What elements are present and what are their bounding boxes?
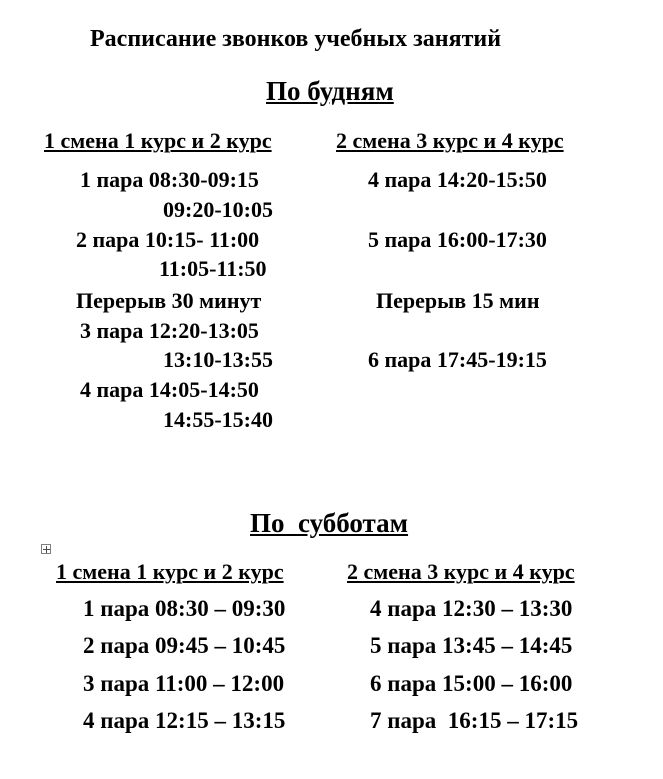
schedule-row: 3 пара 12:20-13:05 xyxy=(80,318,259,343)
weekdays-col2-header: 2 смена 3 курс и 4 курс xyxy=(336,128,564,153)
break-row: Перерыв 30 минут xyxy=(76,288,262,313)
schedule-row: 6 пара 17:45-19:15 xyxy=(368,347,547,372)
saturday-col1-header: 1 смена 1 курс и 2 курс xyxy=(56,559,284,584)
schedule-row: 1 пара 08:30 – 09:30 xyxy=(83,596,286,621)
saturday-heading: По субботам xyxy=(250,508,409,538)
schedule-row: 7 пара 16:15 – 17:15 xyxy=(370,708,579,733)
schedule-row: 1 пара 08:30-09:15 xyxy=(80,167,259,192)
schedule-row: 5 пара 13:45 – 14:45 xyxy=(370,633,573,658)
schedule-row: 2 пара 10:15- 11:00 xyxy=(76,227,260,252)
schedule-row: 14:55-15:40 xyxy=(163,407,273,432)
schedule-row: 3 пара 11:00 – 12:00 xyxy=(83,671,285,696)
page-title: Расписание звонков учебных занятий xyxy=(90,26,502,52)
saturday-col2-header: 2 смена 3 курс и 4 курс xyxy=(347,559,575,584)
schedule-row: 4 пара 14:05-14:50 xyxy=(80,377,259,402)
schedule-row: 13:10-13:55 xyxy=(163,347,273,372)
weekdays-col1-header: 1 смена 1 курс и 2 курс xyxy=(44,128,272,153)
schedule-row: 6 пара 15:00 – 16:00 xyxy=(370,671,573,696)
schedule-row: 11:05-11:50 xyxy=(159,256,267,281)
table-move-handle-icon[interactable] xyxy=(41,544,51,554)
schedule-row: 09:20-10:05 xyxy=(163,197,273,222)
schedule-row: 4 пара 12:30 – 13:30 xyxy=(370,596,573,621)
schedule-row: 4 пара 14:20-15:50 xyxy=(368,167,547,192)
schedule-row: 5 пара 16:00-17:30 xyxy=(368,227,547,252)
break-row: Перерыв 15 мин xyxy=(376,288,540,313)
schedule-row: 2 пара 09:45 – 10:45 xyxy=(83,633,286,658)
weekdays-heading: По будням xyxy=(266,76,394,106)
schedule-row: 4 пара 12:15 – 13:15 xyxy=(83,708,286,733)
